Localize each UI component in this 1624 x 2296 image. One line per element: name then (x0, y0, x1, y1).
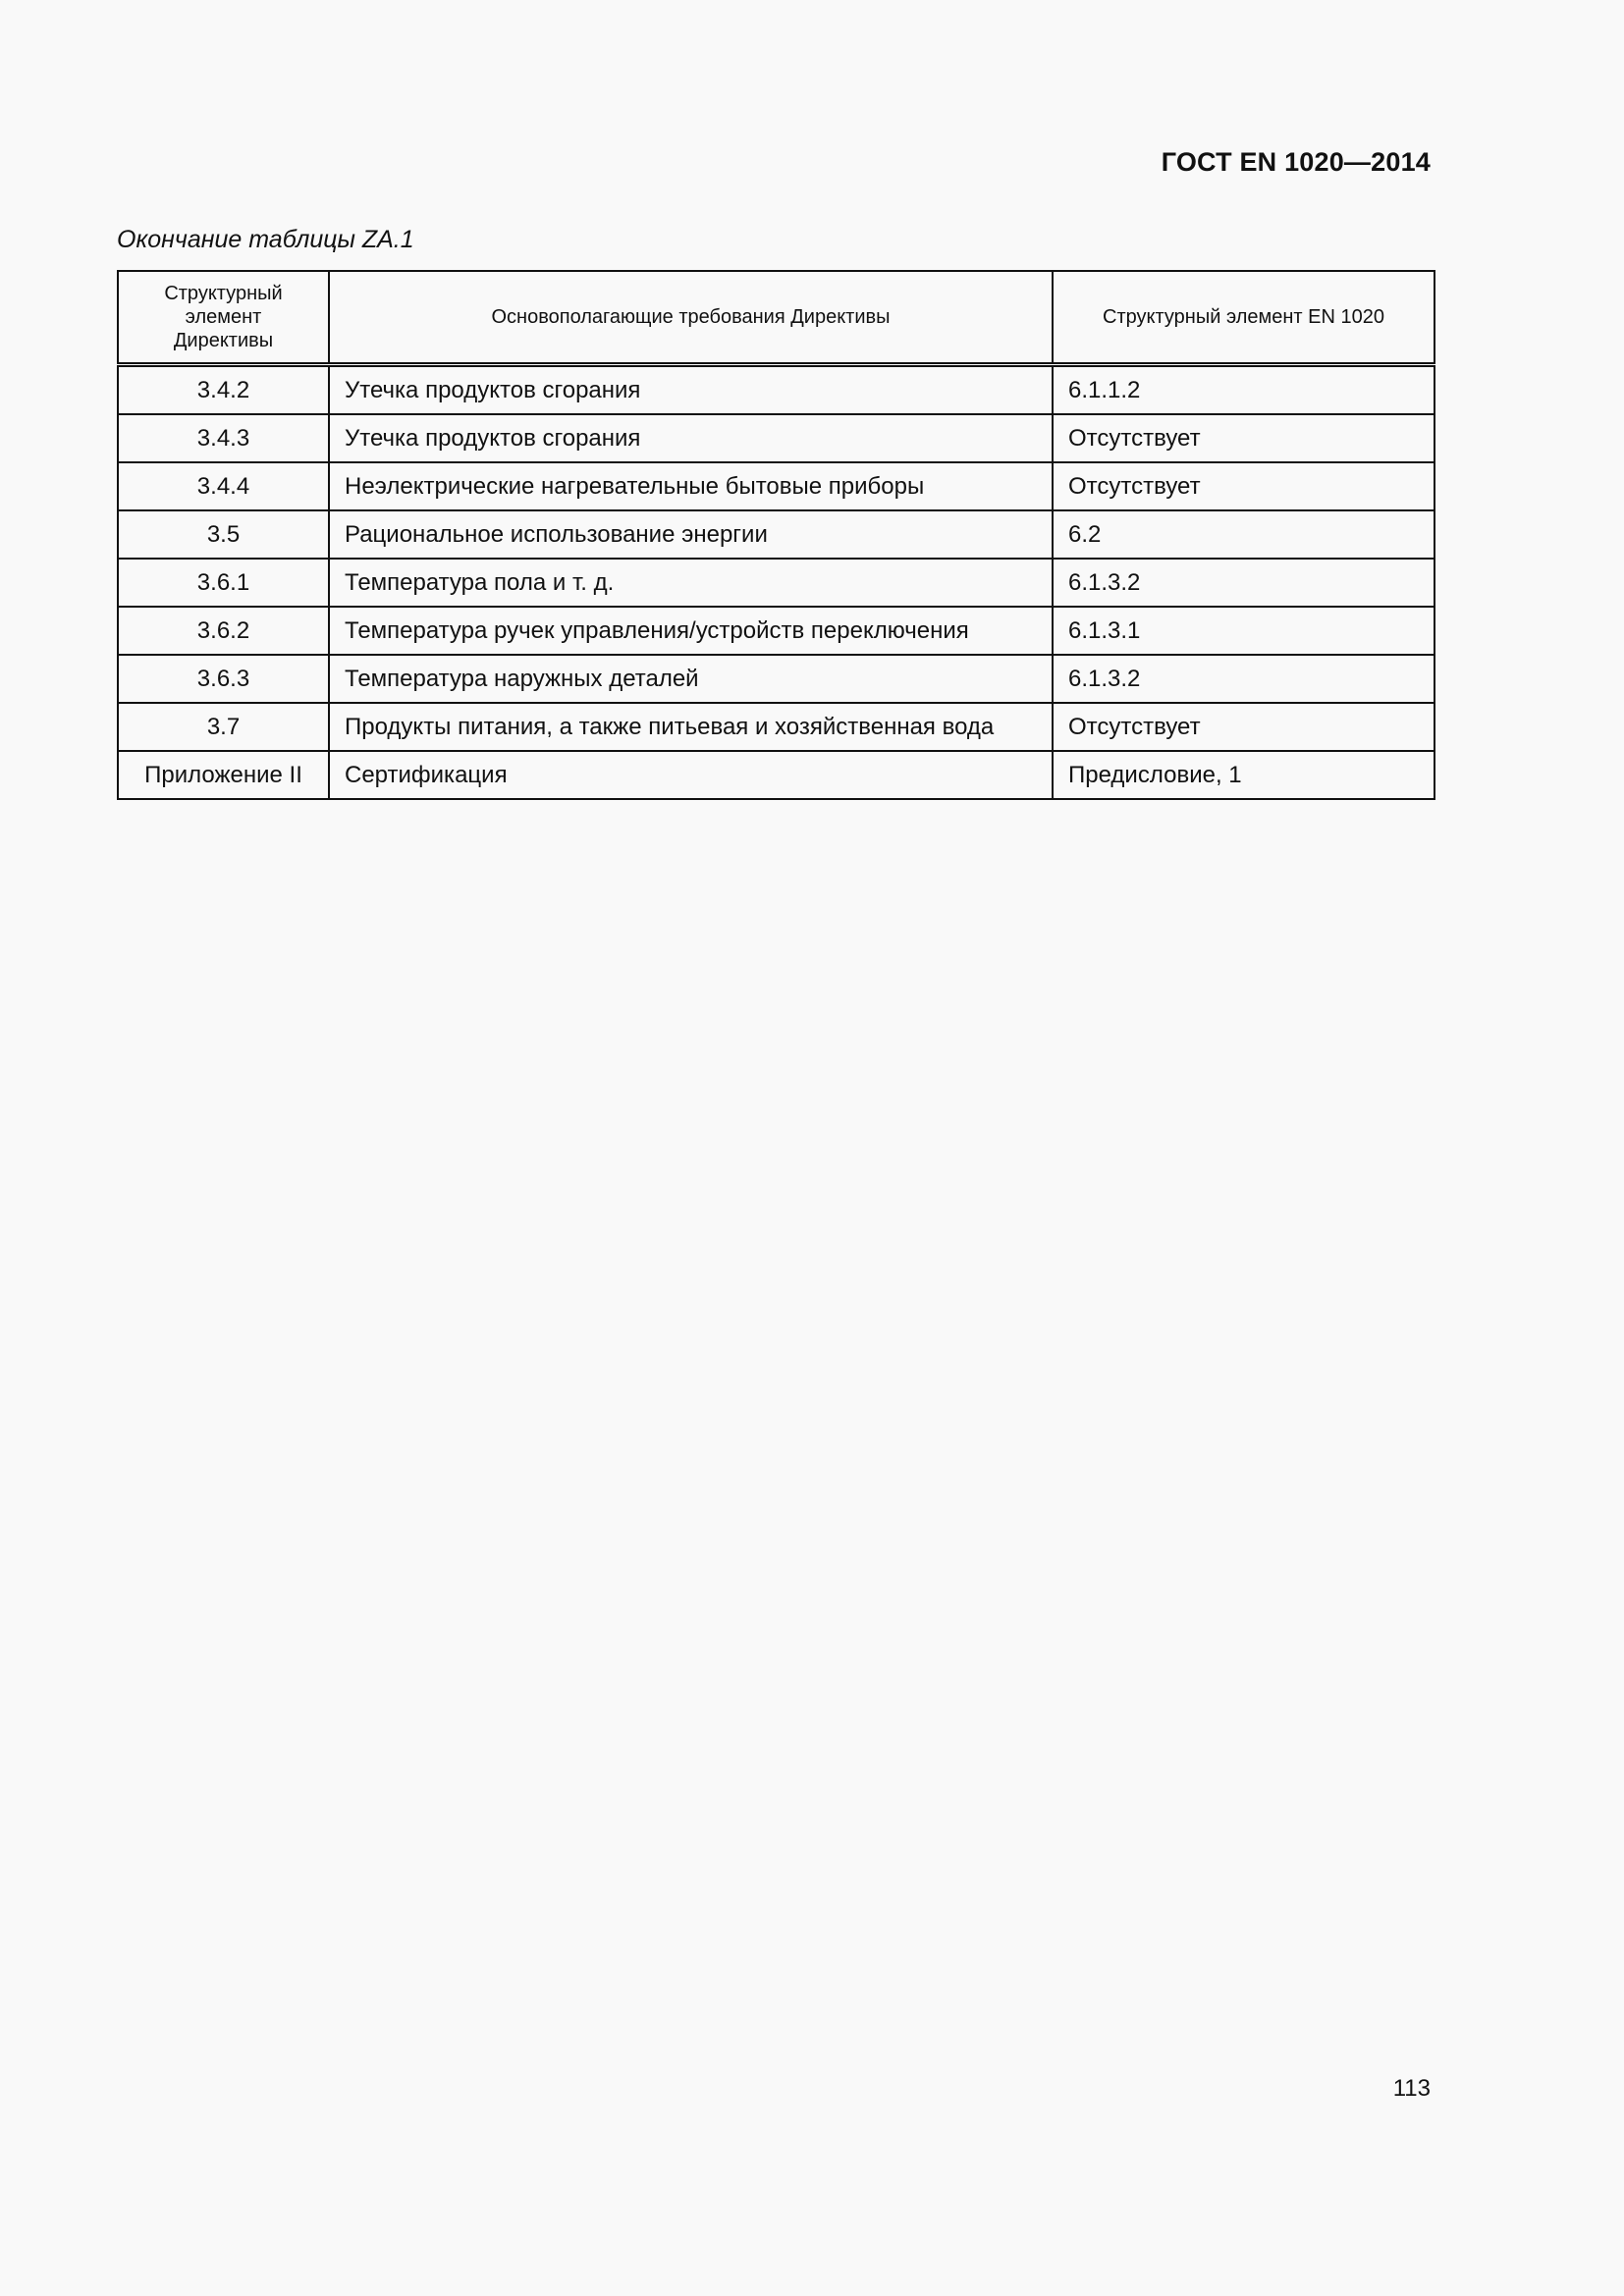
cell-directive-element: Приложение II (118, 751, 329, 799)
column-header-en-element: Структурный элемент EN 1020 (1053, 271, 1435, 365)
cell-directive-element: 3.6.1 (118, 559, 329, 607)
document-id: ГОСТ EN 1020—2014 (1161, 147, 1431, 177)
table-caption: Окончание таблицы ZA.1 (117, 226, 414, 253)
table-row (118, 414, 1435, 462)
table-row (118, 607, 1435, 655)
table-row (118, 365, 1435, 415)
cell-requirement: Температура ручек управления/устройств переключения (329, 607, 1053, 655)
page-number: 113 (1392, 2075, 1431, 2102)
cell-requirement: Сертификация (329, 751, 1053, 799)
table-row (118, 655, 1435, 703)
column-header-requirements: Основополагающие требования Директивы (329, 271, 1053, 365)
cell-directive-element: 3.4.4 (118, 462, 329, 510)
cell-en-element: Отсутствует (1053, 414, 1435, 462)
cell-directive-element: 3.4.2 (118, 365, 329, 415)
table-header-row (118, 271, 1435, 365)
cell-directive-element: 3.6.2 (118, 607, 329, 655)
cell-requirement: Неэлектрические нагревательные бытовые приборы (329, 462, 1053, 510)
cell-en-element: 6.1.1.2 (1053, 365, 1435, 415)
table-row (118, 559, 1435, 607)
cell-requirement: Температура пола и т. д. (329, 559, 1053, 607)
cell-en-element: Предисловие, 1 (1053, 751, 1435, 799)
cell-requirement: Утечка продуктов сгорания (329, 365, 1053, 415)
column-header-label: Структурный элемент Директивы (164, 283, 283, 351)
cell-requirement: Температура наружных деталей (329, 655, 1053, 703)
cell-directive-element: 3.5 (118, 510, 329, 559)
table-row (118, 462, 1435, 510)
cell-en-element: 6.1.3.2 (1053, 559, 1435, 607)
cell-en-element: 6.2 (1053, 510, 1435, 559)
table-row (118, 751, 1435, 799)
cell-en-element: Отсутствует (1053, 462, 1435, 510)
table-row (118, 510, 1435, 559)
cell-en-element: Отсутствует (1053, 703, 1435, 751)
cell-requirement: Рациональное использование энергии (329, 510, 1053, 559)
cell-en-element: 6.1.3.1 (1053, 607, 1435, 655)
cell-directive-element: 3.4.3 (118, 414, 329, 462)
cell-requirement: Продукты питания, а также питьевая и хозяйственная вода (329, 703, 1053, 751)
column-header-directive-element (118, 271, 329, 365)
cell-requirement: Утечка продуктов сгорания (329, 414, 1053, 462)
cell-directive-element: 3.7 (118, 703, 329, 751)
requirements-table (117, 270, 1435, 800)
cell-en-element: 6.1.3.2 (1053, 655, 1435, 703)
table-row (118, 703, 1435, 751)
cell-directive-element: 3.6.3 (118, 655, 329, 703)
